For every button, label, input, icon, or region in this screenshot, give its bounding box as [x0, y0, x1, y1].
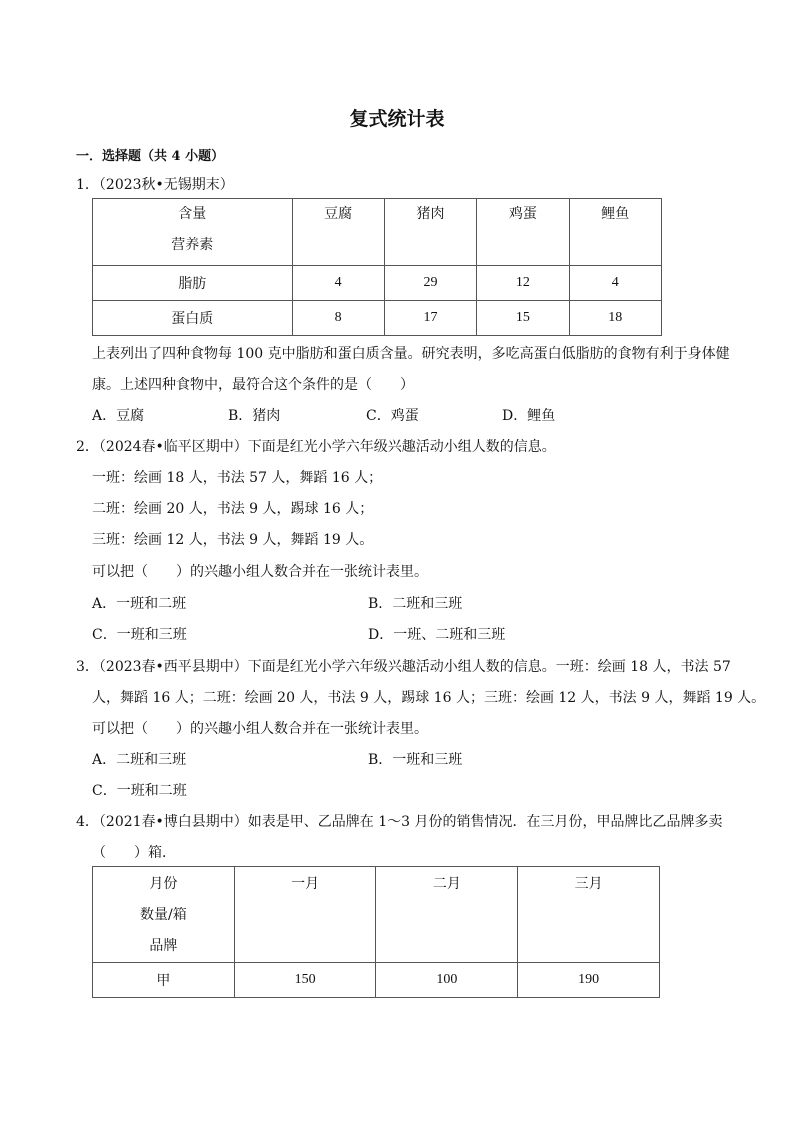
- q3-text: 3．（2023春•西平县期中）下面是红光小学六年级兴趣活动小组人数的信息。一班：绘画 18 人，书法 57: [76, 659, 731, 675]
- q1-table: [92, 198, 662, 336]
- q1-label: 1．（2023秋•无锡期末）: [76, 177, 234, 193]
- q1-option-a[interactable]: A．豆腐: [92, 408, 145, 424]
- q1-text: 上表列出了四种食物每 100 克中脂肪和蛋白质含量。研究表明，多吃高蛋白低脂肪的食物有利于身体健: [92, 346, 730, 362]
- q1-cell: 4: [569, 266, 661, 301]
- q1-cell: 15: [477, 301, 569, 336]
- q4-corner-month: 月份: [149, 876, 178, 892]
- q4-col-header: 三月: [518, 867, 660, 963]
- q1-cell: 18: [569, 301, 661, 336]
- q4-corner-quantity: 数量/箱: [140, 907, 187, 923]
- q4-corner-brand: 品牌: [149, 938, 178, 954]
- q1-option-c[interactable]: C．鸡蛋: [366, 408, 419, 424]
- q2-line: 二班：绘画 20 人，书法 9 人，踢球 16 人；: [92, 501, 374, 517]
- q1-col-header: 猪肉: [384, 199, 476, 266]
- q2-line: 三班：绘画 12 人，书法 9 人，舞蹈 19 人。: [92, 532, 374, 548]
- q4-col-header: 二月: [376, 867, 518, 963]
- q2-line: 一班：绘画 18 人，书法 57 人，舞蹈 16 人；: [92, 470, 383, 486]
- q1-option-b[interactable]: B．猪肉: [228, 408, 281, 424]
- q3-option-c[interactable]: C．一班和二班: [92, 783, 187, 799]
- q3-text: 人，舞蹈 16 人；二班：绘画 20 人，书法 9 人，踢球 16 人；三班：绘画 12 人，书法 9 人，舞蹈 19 人。: [92, 690, 766, 706]
- q1-corner-top: 含量: [178, 206, 207, 222]
- q1-col-header: 豆腐: [292, 199, 384, 266]
- q2-option-c[interactable]: C．一班和三班: [92, 627, 187, 643]
- q3-option-b[interactable]: B．一班和三班: [368, 752, 463, 768]
- q1-col-header: 鸡蛋: [477, 199, 569, 266]
- q4-table: [92, 866, 660, 998]
- q2-option-d[interactable]: D．一班、二班和三班: [368, 627, 506, 643]
- q4-col-header: 一月: [234, 867, 376, 963]
- q1-cell: 29: [384, 266, 476, 301]
- q2-line: 可以把（ ）的兴趣小组人数合并在一张统计表里。: [92, 564, 428, 580]
- q1-corner-bottom: 营养素: [171, 237, 214, 253]
- section-heading: 一．选择题（共 4 小题）: [76, 149, 225, 164]
- q4-corner-cell: [93, 867, 235, 963]
- q4-text: （ ）箱．: [92, 845, 176, 861]
- q2-stem: 2．（2024春•临平区期中）下面是红光小学六年级兴趣活动小组人数的信息。: [76, 439, 556, 455]
- q3-text: 可以把（ ）的兴趣小组人数合并在一张统计表里。: [92, 721, 428, 737]
- q1-cell: 12: [477, 266, 569, 301]
- q4-row-label: 甲: [93, 963, 235, 998]
- q1-row-label: 脂肪: [93, 266, 293, 301]
- q2-option-a[interactable]: A．一班和二班: [92, 596, 187, 612]
- page-title: 复式统计表: [349, 108, 445, 130]
- q1-cell: 8: [292, 301, 384, 336]
- q4-cell: 150: [234, 963, 376, 998]
- q1-option-d[interactable]: D．鲤鱼: [502, 408, 556, 424]
- q1-row-label: 蛋白质: [93, 301, 293, 336]
- q1-corner-cell: [93, 199, 293, 266]
- q1-col-header: 鲤鱼: [569, 199, 661, 266]
- q2-option-b[interactable]: B．二班和三班: [368, 596, 463, 612]
- q1-text: 康。上述四种食物中，最符合这个条件的是（ ）: [92, 377, 414, 393]
- q4-text: 4．（2021春•博白县期中）如表是甲、乙品牌在 1～3 月份的销售情况．在三月份，甲品牌比乙品牌多卖: [76, 814, 723, 830]
- q1-cell: 4: [292, 266, 384, 301]
- q3-option-a[interactable]: A．二班和三班: [92, 752, 187, 768]
- q4-cell: 190: [518, 963, 660, 998]
- q1-cell: 17: [384, 301, 476, 336]
- q4-cell: 100: [376, 963, 518, 998]
